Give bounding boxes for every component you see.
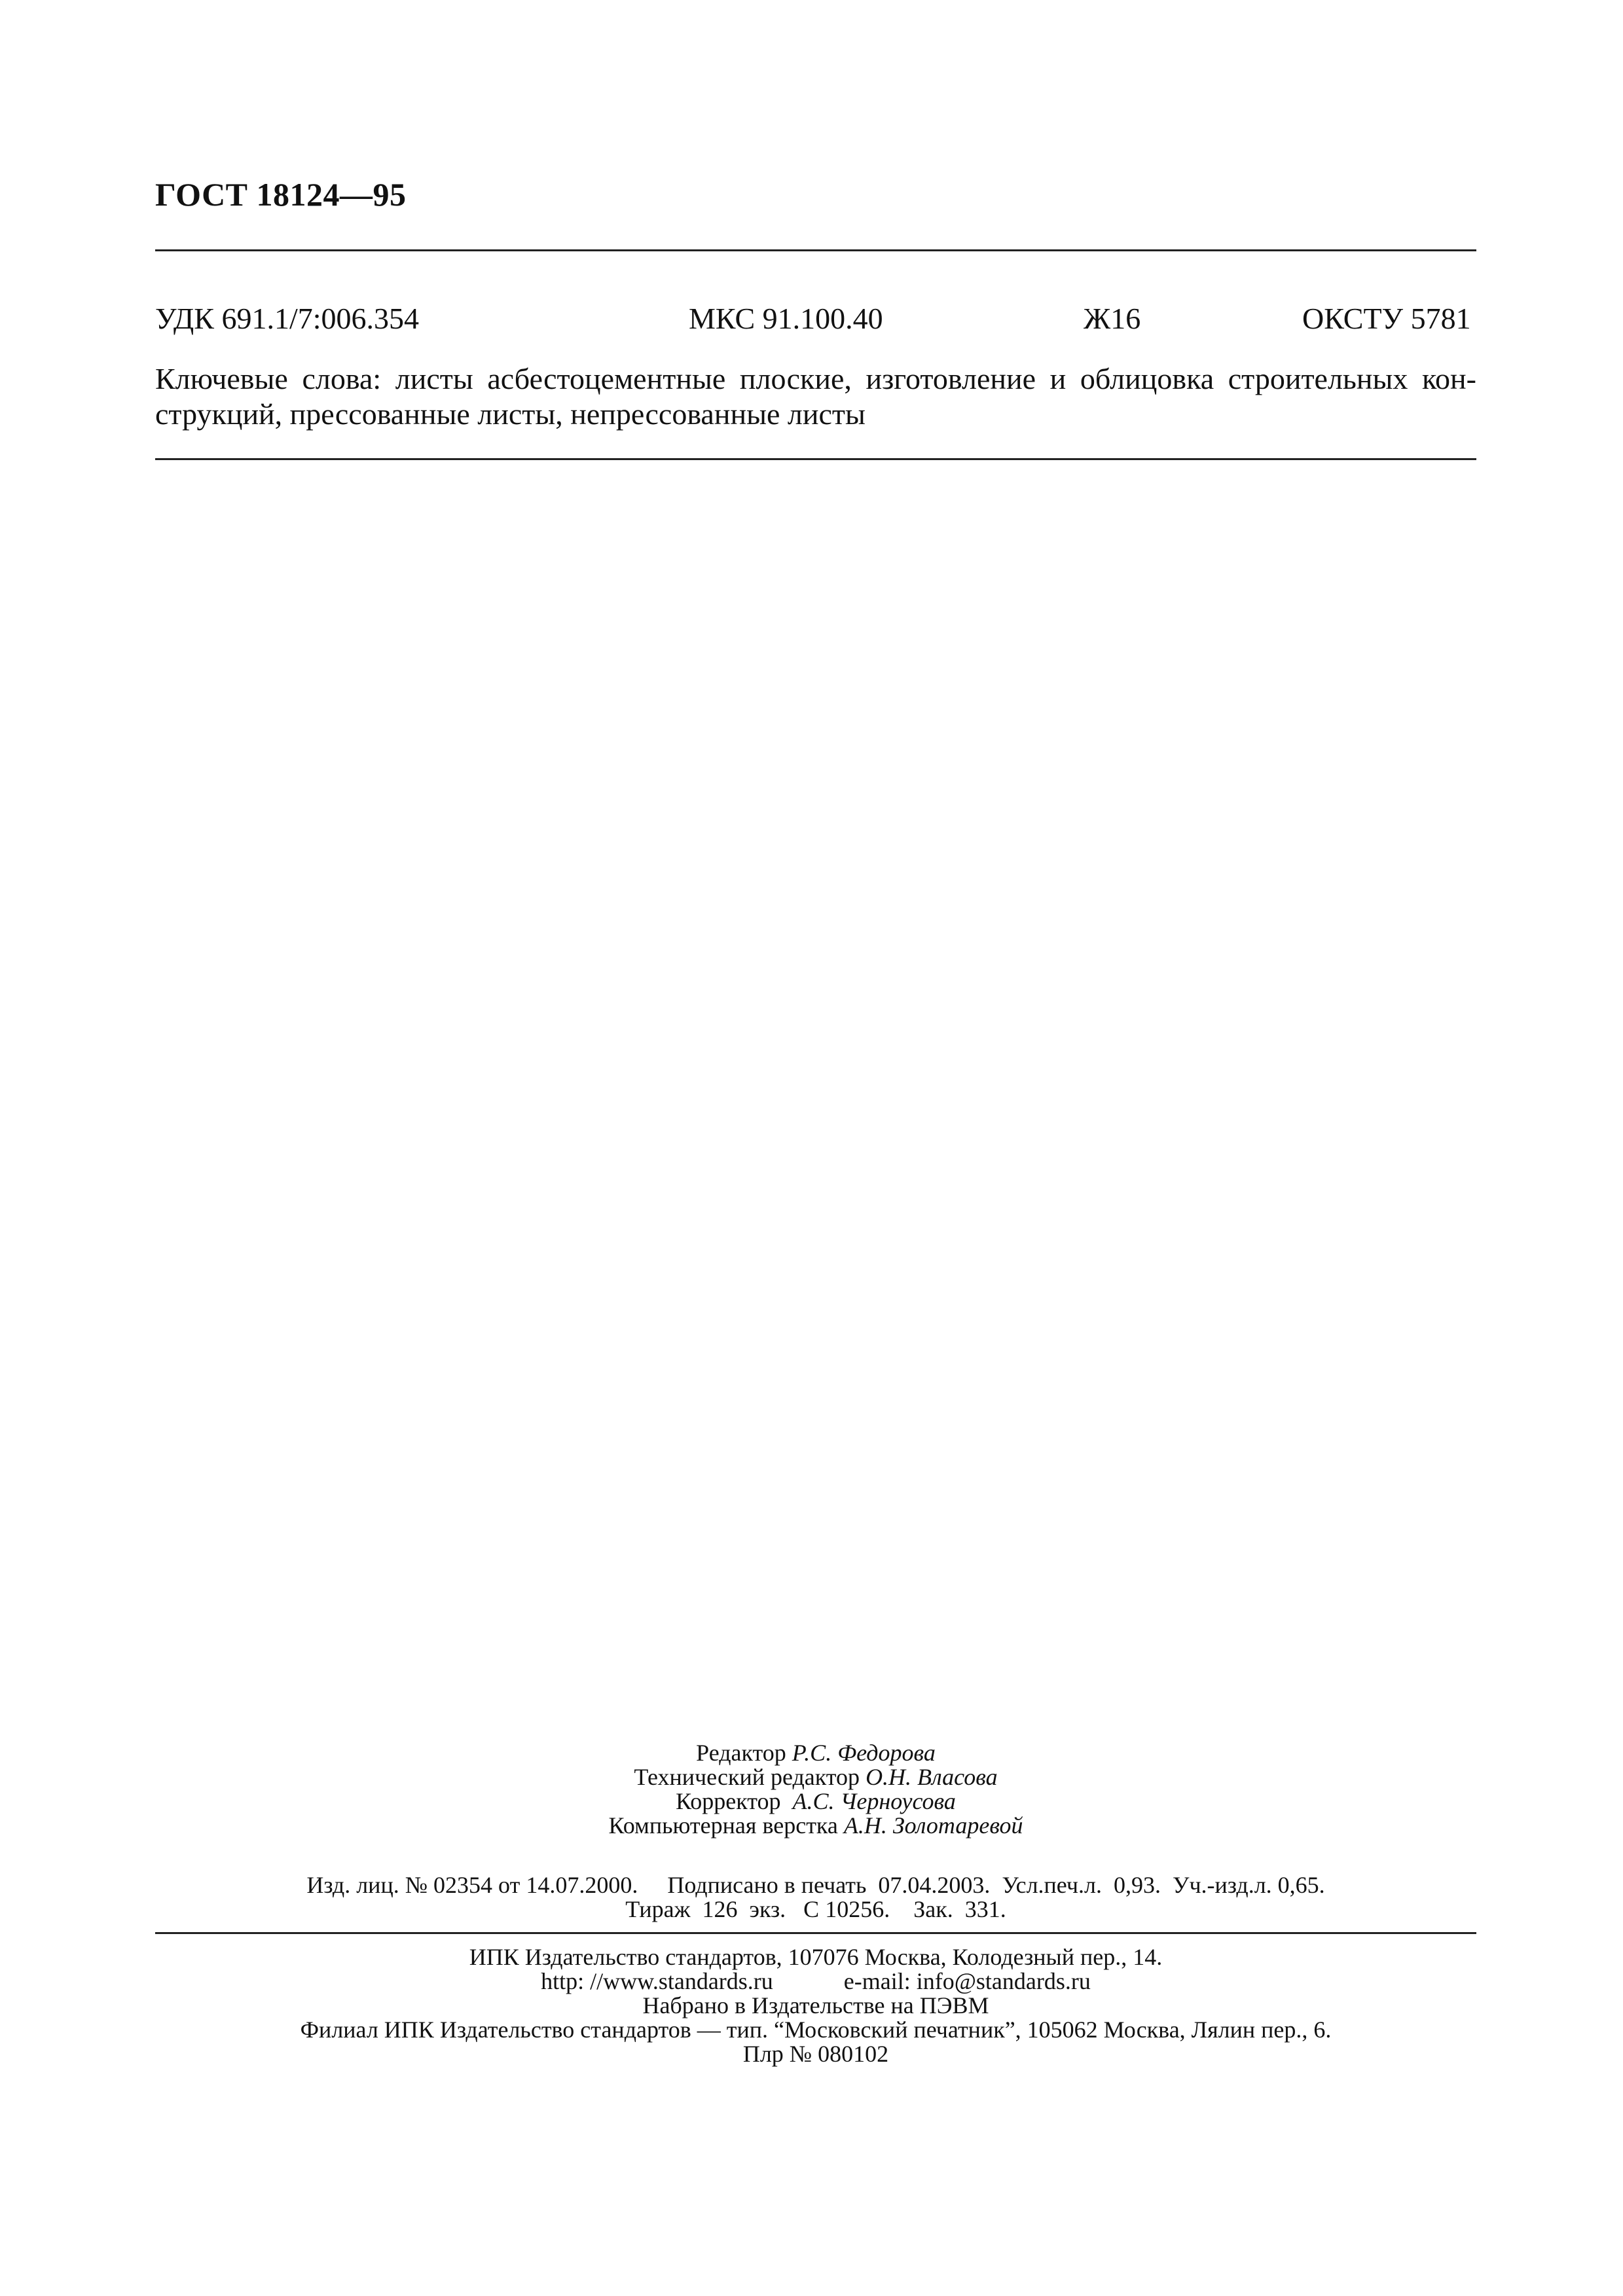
credit-label: Компьютерная верстка [608,1812,838,1839]
credit-name: А.Н. Золотаревой [843,1812,1023,1839]
group-code: Ж16 [1084,302,1141,335]
keywords-divider [155,458,1476,460]
publisher-block [155,1945,1476,2066]
imprint-divider [155,1932,1476,1934]
document-title: ГОСТ 18124—95 [155,176,407,213]
keywords-line: струкций, прессованные листы, непрессованные листы [155,397,866,431]
credit-name: Р.С. Федорова [792,1740,936,1766]
top-divider [155,249,1476,251]
credit-editor [155,1741,1476,1765]
publisher-line: Плр № 080102 [742,2041,889,2067]
imprint-line: Тираж 126 экз. С 10256. Зак. 331. [625,1896,1006,1922]
credit-tech-editor [155,1765,1476,1789]
credits-block [155,1741,1476,1838]
publisher-line: ИПК Издательство стандартов, 107076 Москва, Колодезный пер., 14. [469,1944,1163,1970]
credit-label: Технический редактор [634,1764,860,1790]
credit-name: О.Н. Власова [866,1764,998,1790]
credit-label: Редактор [696,1740,786,1766]
publisher-line: Набрано в Издательстве на ПЭВМ [642,1992,989,2018]
keywords-paragraph [155,361,1476,432]
credit-name: А.С. Черноусова [792,1788,956,1814]
imprint-line: Изд. лиц. № 02354 от 14.07.2000. Подписано в печать 07.04.2003. Усл.печ.л. 0,93. Уч.-изд.л. 0,65. [306,1872,1325,1898]
credit-layout [155,1814,1476,1838]
publisher-line: http: //www.standards.ru e-mail: info@standards.ru [541,1968,1091,1994]
udk-code: УДК 691.1/7:006.354 [155,302,420,335]
credit-corrector [155,1789,1476,1814]
okstu-code: ОКСТУ 5781 [1302,302,1471,335]
mks-code: МКС 91.100.40 [689,302,883,335]
publisher-line: Филиал ИПК Издательство стандартов — тип. “Московский печатник”, 105062 Москва, Лялин пер., 6. [300,2017,1332,2043]
credit-label: Корректор [676,1788,781,1814]
keywords-line: Ключевые слова: листы асбестоцементные плоские, изготовление и облицовка строительных кон- [155,362,1476,395]
imprint-block [155,1873,1476,1922]
